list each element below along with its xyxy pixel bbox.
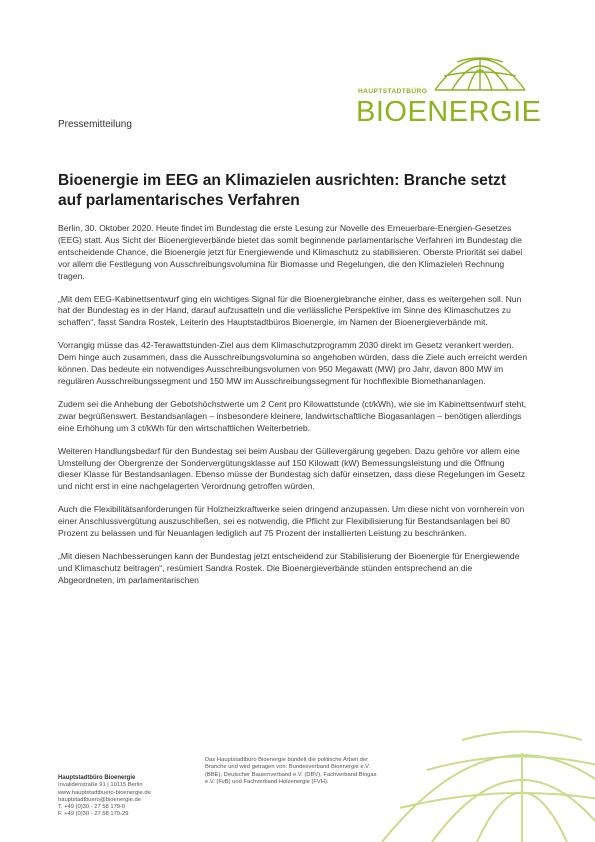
- footer-globe-graphic: [372, 708, 595, 842]
- document-type-label: Pressemitteilung: [58, 119, 132, 130]
- press-release-body: [58, 223, 528, 598]
- footer-phone: T. +49 (0)30 - 27 58 179-0: [58, 804, 126, 811]
- footer-email-link[interactable]: hauptstadtbuero@bioenergie.de: [58, 796, 141, 803]
- paragraph: Berlin, 30. Oktober 2020. Heute findet im Bundestag die erste Lesung zur Novelle des Erneuerbare-Energien-Gesetzes (EEG) statt. Aus Sicht der Bioenergieverbände bietet das somit beginnende parlamentarische Verfahren im Bundestag die entscheidende Chance, die Bioenergie jetzt für Energiewende und Klimaschutz zu stabilisieren. Oberste Priorität sei dabei vor allem die Festlegung von Ausschreibungsvolumina für Biomasse und Regelungen, die den Klimazielen Rechnung tragen.: [58, 223, 523, 281]
- paragraph: Auch die Flexibilitätsanforderungen für Holzheizkraftwerke seien dringend anzupassen. Um diese nicht von vornherein von einer Anschlussvergütung auszuschließen, sei es notwendig, die Pflicht zur Flexibilisierung für Bestandsanlagen bei 80 Prozent zu belassen und für Neuanlagen lediglich auf 75 Prozent der installierten Leistung zu beschränken.: [58, 504, 525, 539]
- paragraph: Zudem sei die Anhebung der Gebotshöchstwerte um 2 Cent pro Kilowattstunde (ct/kWh), wie sie im Kabinettsentwurf steht, zwar begrüßenswert. Bestandsanlagen – insbesondere kleinere, landwirtschaftliche Biogasanlagen – benötigen allerdings eine Erhöhung um 3 ct/kWh für den wirtschaftlichen Weiterbetrieb.: [58, 398, 527, 433]
- paragraph: „Mit dem EEG-Kabinettsentwurf ging ein wichtiges Signal für die Bioenergiebranche einher, dass es weitergehen soll. Nun hat der Bundestag es in der Hand, darauf aufzusatteln und die verlässliche Perspektive im Sinne des Klimaschutzes zu schaffen“, fasst Sandra Rostek, Leiterin des Hauptstadtbüros Bioenergie, im Namen der Bioenergieverbände mit.: [58, 293, 522, 328]
- footer-contact: [58, 775, 193, 819]
- footer-org-name: Hauptstadtbüro Bioenergie: [58, 775, 136, 781]
- footer-about: Das Hauptstadtbüro Bioenergie bündelt die politische Arbeit der Branche und wird getragen von: Bundesverband Bioenergie e.V. (BBE), Deutscher Bauernverband e.V. (DBV), Fachverband Biogas e.V. (FvB) und Fachverband Holzenergie (FVH).: [205, 757, 377, 785]
- logo-wordmark: BIOENERGIE: [356, 96, 542, 128]
- paragraph: Vorrangig müsse das 42-Terawattstunden-Ziel aus dem Klimaschutzprogramm 2030 direkt im Gesetz verankert werden. Dem hinge auch zusammen, dass die Ausschreibungsvolumina so angehoben würden, dass die Ziele auch erreicht werden können. Das bedeute ein notwendiges Ausschreibungsvolumen von 950 Megawatt (MW) pro Jahr, davon 800 MW im regulären Ausschreibungssegment und 150 MW im Ausschreibungssegment für hochflexible Biomethananlagen.: [58, 340, 528, 386]
- paragraph: „Mit diesen Nachbesserungen kann der Bundestag jetzt entscheidend zur Stabilisierung der Bioenergie für Energiewende und Klimaschutz beitragen“, resümiert Sandra Rostek. Die Bioenergieverbände stünden entsprechend an die Abgeordneten, im parlamentarischen: [58, 550, 520, 585]
- footer-website-link[interactable]: www.hauptstadtbuero-bioenergie.de: [58, 789, 151, 796]
- footer-fax: F. +49 (0)30 - 27 58 179-29: [58, 811, 129, 818]
- logo-subtitle: HAUPTSTADTBÜRO: [358, 88, 428, 95]
- footer-address-line: Invalidenstraße 91 | 10115 Berlin: [58, 782, 143, 789]
- globe-logo-icon: [430, 40, 530, 92]
- press-release-title: Bioenergie im EEG an Klimazielen ausrichten: Branche setzt auf parlamentarisches Verfahren: [58, 172, 507, 209]
- paragraph: Weiteren Handlungsbedarf für den Bundestag sei beim Ausbau der Güllevergärung gegeben. Dazu gehöre vor allem eine Umstellung der Obergrenze der Sondervergütungsklasse auf 150 Kilowatt (kW) Bemessungsleistung und die Öffnung dieser Klasse für Bestandsanlagen. Ebenso müsse der Bundestag sich dafür einsetzen, dass diese Regelungen im Gesetz und nicht erst in eine nachgelagerten Verordnung getroffen würden.: [58, 445, 526, 492]
